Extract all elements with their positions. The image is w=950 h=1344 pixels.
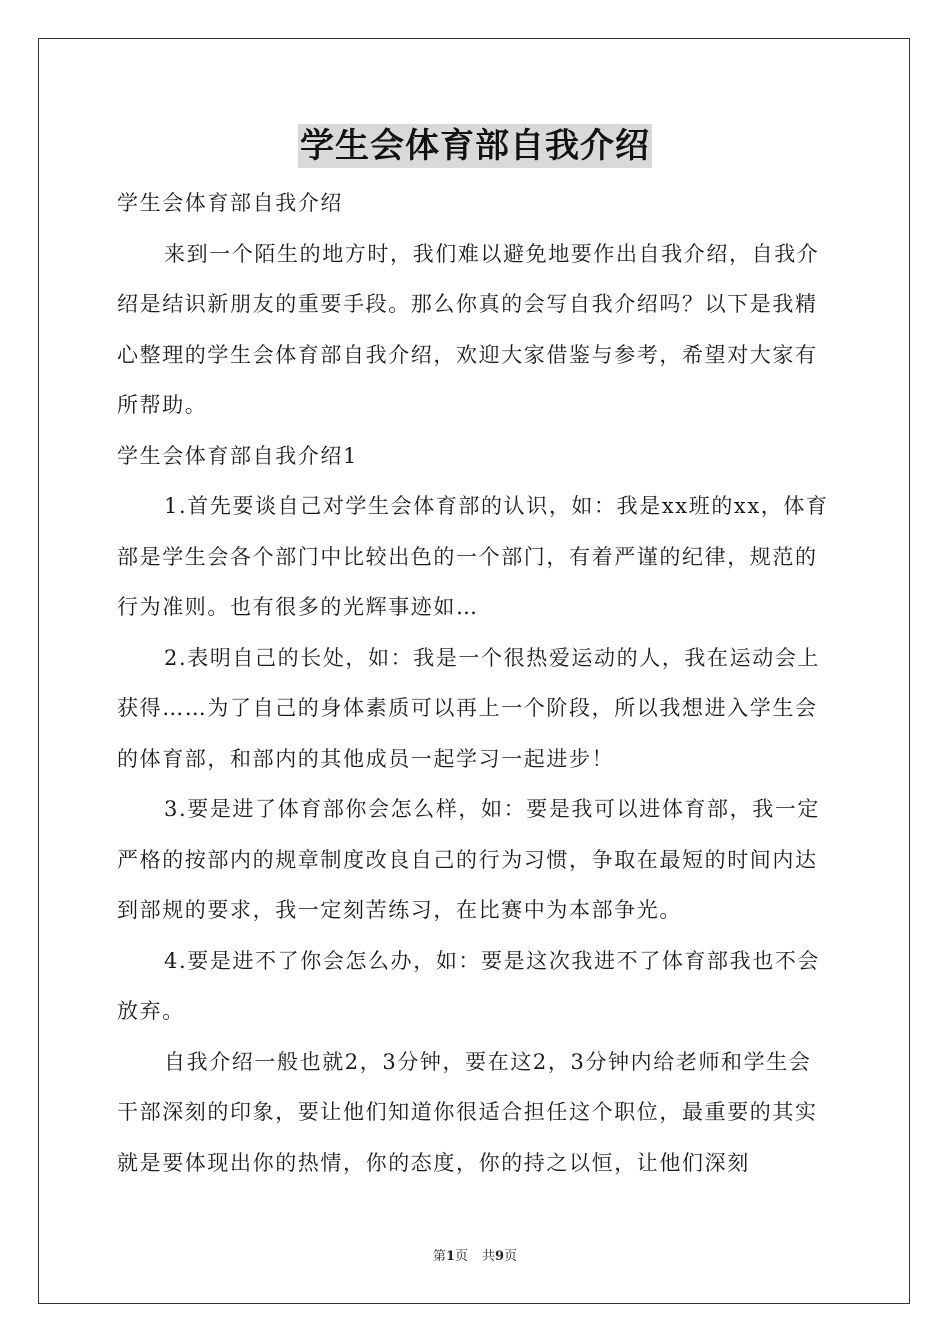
summary-paragraph: 自我介绍一般也就2，3分钟，要在这2，3分钟内给老师和学生会干部深刻的印象，要让他们知道你很适合担任这个职位，最重要的其实就是要体现出你的热情，你的态度，你的持之以恒，让他们深刻 [117,1049,818,1175]
page-prefix: 第 [432,1249,446,1264]
document-body [117,178,833,1188]
total-prefix: 共 [482,1249,496,1264]
title-container [0,124,950,168]
point-3-paragraph: 3.要是进了体育部你会怎么样，如：要是我可以进体育部，我一定严格的按部内的规章制度改良自己的行为习惯，争取在最短的时间内达到部规的要求，我一定刻苦练习，在比赛中为本部争光。 [117,797,821,922]
point-4-paragraph: 4.要是进不了你会怎么办，如：要是这次我进不了体育部我也不会放弃。 [117,948,821,1023]
page-suffix: 页 [454,1249,468,1264]
document-title: 学生会体育部自我介绍 [300,126,650,166]
total-suffix: 页 [504,1249,518,1264]
total-pages: 9 [495,1249,505,1264]
page-footer [0,1245,950,1264]
intro-paragraph: 来到一个陌生的地方时，我们难以避免地要作出自我介绍，自我介绍是结识新朋友的重要手段。那么你真的会写自我介绍吗？以下是我精心整理的学生会体育部自我介绍，欢迎大家借鉴与参考，希望对大家有所帮助。 [117,241,820,417]
point-2-paragraph: 2.表明自己的长处，如：我是一个很热爱运动的人，我在运动会上获得……为了自己的身体素质可以再上一个阶段，所以我想进入学生会的体育部，和部内的其他成员一起学习一起进步！ [117,645,821,771]
page-number: 1 [445,1249,455,1264]
subtitle-paragraph: 学生会体育部自我介绍 [117,191,343,215]
section-heading: 学生会体育部自我介绍1 [117,443,358,468]
point-1-paragraph: 1.首先要谈自己对学生会体育部的认识，如：我是xx班的xx，体育部是学生会各个部门中比较出色的一个部门，有着严谨的纪律，规范的行为准则。也有很多的光辉事迹如… [117,494,829,619]
